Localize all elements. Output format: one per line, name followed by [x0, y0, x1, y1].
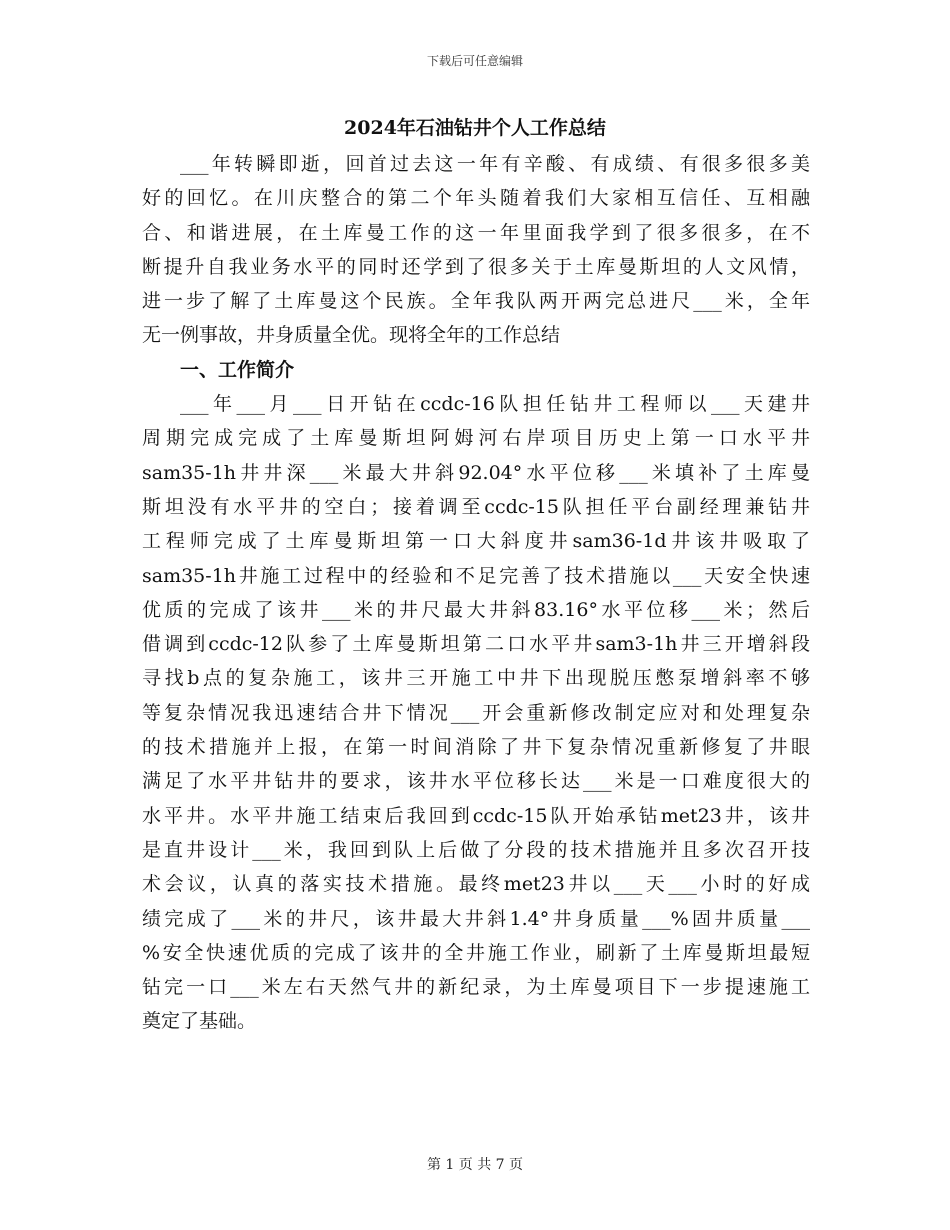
section-line: 寻找b点的复杂施工，该井三开施工中井下出现脱压憋泵增斜率不够 [142, 667, 810, 690]
intro-line: ___年转瞬即逝，回首过去这一年有辛酸、有成绩、有很多很多美 [180, 153, 810, 175]
intro-line: 无一例事故，井身质量全优。现将全年的工作总结 [142, 324, 561, 347]
document-body [142, 147, 810, 1039]
section-line: %安全快速优质的完成了该井的全井施工作业，刷新了土库曼斯坦最短 [142, 941, 810, 964]
section-line: 斯坦没有水平井的空白；接着调至ccdc-15队担任平台副经理兼钻井 [142, 495, 810, 518]
intro-line: 合、和谐进展，在土库曼工作的这一年里面我学到了很多很多，在不 [142, 221, 810, 244]
section-line: 工程师完成了土库曼斯坦第一口大斜度井sam36-1d井该井吸取了 [142, 530, 810, 553]
section-line: 水平井。水平井施工结束后我回到ccdc-15队开始承钻met23井，该井 [142, 804, 810, 827]
section-heading: 一、工作简介 [180, 358, 295, 381]
section-line: 满足了水平井钻井的要求，该井水平位移长达___米是一口难度很大的 [142, 770, 810, 793]
document-title: 2024年石油钻井个人工作总结 [344, 117, 606, 139]
section-line: 优质的完成了该井___米的井尺最大井斜83.16°水平位移___米；然后 [142, 598, 810, 621]
page-number: 第 1 页 共 7 页 [426, 1157, 524, 1173]
section-line: 绩完成了___米的井尺，该井最大井斜1.4°井身质量___%固井质量___ [142, 907, 810, 930]
section-line: sam35-1h井施工过程中的经验和不足完善了技术措施以___天安全快速 [142, 564, 810, 587]
section-line: 的技术措施并上报，在第一时间消除了井下复杂情况重新修复了井眼 [142, 736, 810, 759]
section-line: sam35-1h井井深___米最大井斜92.04°水平位移___米填补了土库曼 [142, 461, 810, 484]
section-line: 等复杂情况我迅速结合井下情况___开会重新修改制定应对和处理复杂 [142, 701, 810, 724]
section-line: ___年___月___日开钻在ccdc-16队担任钻井工程师以___天建井 [180, 393, 810, 416]
section-line: 奠定了基础。 [142, 1010, 257, 1033]
section-line: 借调到ccdc-12队参了土库曼斯坦第二口水平井sam3-1h井三开增斜段 [142, 633, 810, 656]
intro-line: 断提升自我业务水平的同时还学到了很多关于土库曼斯坦的人文风情， [142, 255, 810, 278]
section-line: 钻完一口___米左右天然气井的新纪录，为土库曼项目下一步提速施工 [142, 976, 810, 999]
section-line: 周期完成完成了土库曼斯坦阿姆河右岸项目历史上第一口水平井 [142, 427, 810, 450]
page-header-note: 下载后可任意编辑 [426, 54, 523, 68]
section-line: 术会议，认真的落实技术措施。最终met23井以___天___小时的好成 [142, 873, 810, 896]
intro-line: 好的回忆。在川庆整合的第二个年头随着我们大家相互信任、互相融 [142, 187, 810, 210]
intro-line: 进一步了解了土库曼这个民族。全年我队两开两完总进尺___米，全年 [142, 290, 810, 313]
section-line: 是直井设计___米，我回到队上后做了分段的技术措施并且多次召开技 [142, 838, 810, 861]
